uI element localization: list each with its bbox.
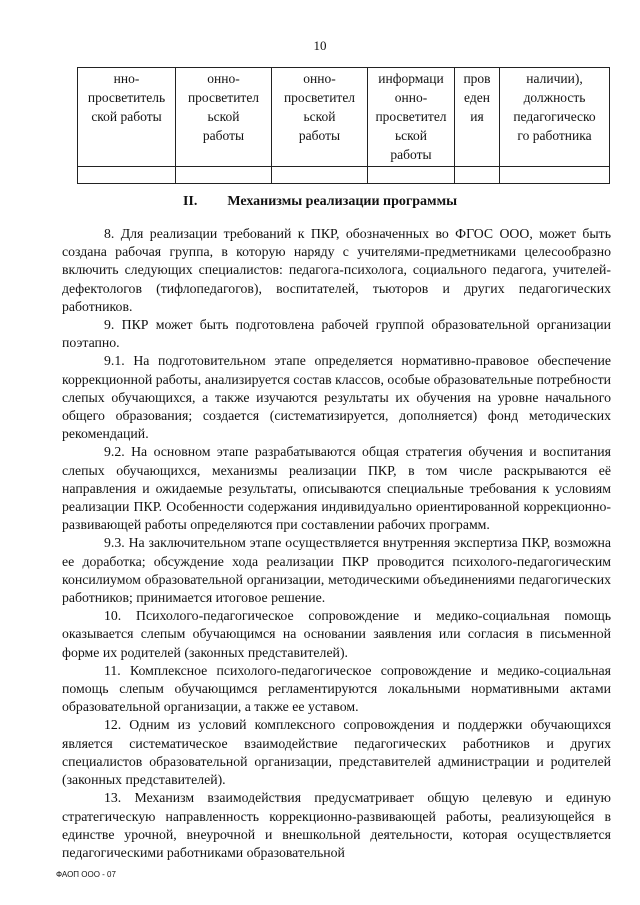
section-title: Механизмы реализации программы [227,194,458,209]
footer-code: ФАОП ООО - 07 [56,870,116,879]
table-cell [455,167,500,184]
table-cell: пров еден ия [455,68,500,167]
paragraph: 9.2. На основном этапе разрабатываются общая стратегия обучения и воспитания слепых обучающихся, механизмы реализации ПКР, в том числе раскрываются её направления и ожидаемые результаты, описываются специальные требования к условиям реализации ПКР. Особенности содержания индивидуально ориентированной коррекционно-развивающей работы определяются при составлении рабочих программ. [62,444,611,533]
table-cell: нно- просветитель ской работы [78,68,176,167]
section-heading [0,194,640,210]
paragraph: 9.3. На заключительном этапе осуществляется внутренняя экспертиза ПКР, возможна ее доработка; обсуждение хода реализации ПКР проводится психолого-педагогическим консилиумом образовательной организации, методическими объединениями педагогических работников; принимается итоговое решение. [62,535,611,606]
table-cell [78,167,176,184]
page-number: 10 [313,38,327,53]
paragraph: 8. Для реализации требований к ПКР, обозначенных во ФГОС ООО, может быть создана рабочая группа, в которую наряду с учителями-предметниками целесообразно включить следующих специалистов: педагога-психолога, социального педагога, учителей-дефектологов (тифлопедагогов), воспитателей, тьюторов и других педагогических работников. [62,226,611,314]
table-cell: онно- просветител ьской работы [272,68,368,167]
table-cell: онно- просветител ьской работы [176,68,272,167]
paragraph: 9. ПКР может быть подготовлена рабочей группой образовательной организации поэтапно. [62,317,611,351]
continuation-table [77,67,610,184]
table-cell [272,167,368,184]
section-number: II. [182,194,198,209]
table-row [78,68,610,167]
table-row [78,167,610,184]
table-cell [500,167,610,184]
paragraph: 9.1. На подготовительном этапе определяется нормативно-правовое обеспечение коррекционной работы, анализируется состав классов, особые образовательные потребности слепых обучающихся, а также изучаются результаты их обучения на уровне начального общего образования; создается (систематизируется, дополняется) фонд методических рекомендаций. [62,353,611,442]
table-cell: наличии), должность педагогическо го работника [500,68,610,167]
paragraph: 13. Механизм взаимодействия предусматривает общую целевую и единую стратегическую направленность коррекционно-развивающей работы, реализующейся в единстве урочной, внеурочной и внешкольной деятельности, которая осуществляется педагогическими работниками образовательной [62,790,611,860]
body-text [62,225,611,862]
table-cell [368,167,455,184]
paragraph: 11. Комплексное психолого-педагогическое сопровождение и медико-социальная помощь слепым обучающимся регламентируются локальными нормативными актами образовательной организации, а также ее уставом. [62,662,611,715]
table-cell: информаци онно- просветител ьской работы [368,68,455,167]
paragraph: 10. Психолого-педагогическое сопровождение и медико-социальная помощь оказывается слепым обучающимся на основании заявления или согласия в письменной форме их родителей (законных представителей). [62,608,611,660]
table-cell [176,167,272,184]
paragraph: 12. Одним из условий комплексного сопровождения и поддержки обучающихся является систематическое взаимодействие педагогических работников и других специалистов образовательной организации, представителей администрации и родителей (законных представителей). [62,717,611,788]
